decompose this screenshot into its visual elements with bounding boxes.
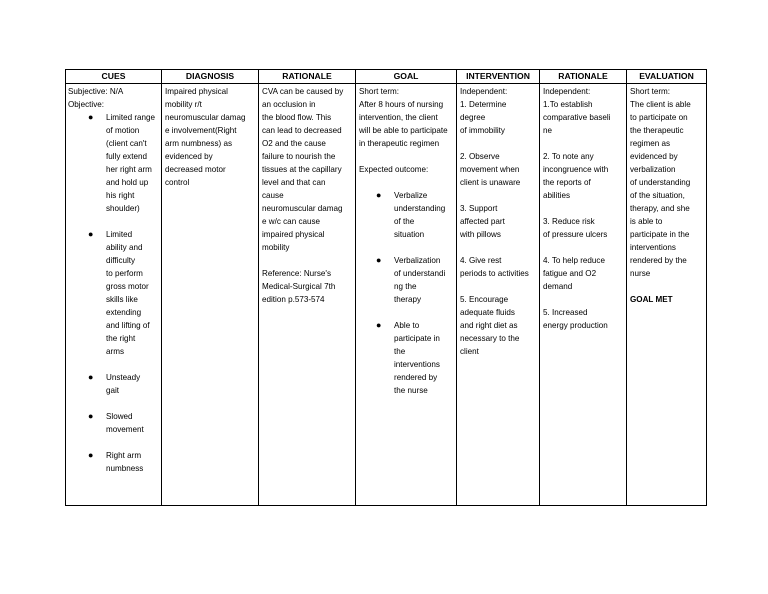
rationale-2-line: ne [543,126,553,135]
rationale-line: an occlusion in [262,100,316,109]
cue-line: Unsteady [106,373,141,382]
spacer [460,137,536,150]
spacer [460,189,536,202]
nursing-care-plan-table [65,69,707,506]
intervention-line: 1. Determine [460,100,507,109]
header-rationale-2: RATIONALE [540,70,627,84]
intervention-line: 2. Observe [460,152,500,161]
rationale-line: cause [262,191,284,200]
outcome-line: Verbalization [394,256,441,265]
intervention-line: adequate fluids [460,308,515,317]
header-rationale: RATIONALE [259,70,356,84]
intervention-line: necessary to the [460,334,520,343]
outcome-item [359,254,453,306]
cue-line: Limited range [106,113,156,122]
intervention-line: 3. Support [460,204,498,213]
cue-line: and lifting of [106,321,150,330]
spacer [460,280,536,293]
independent-label: Independent: [460,87,508,96]
intervention-line: of immobility [460,126,505,135]
rationale-2-line: 5. Increased [543,308,588,317]
objective-label: Objective: [68,100,104,109]
outcome-line: the nurse [394,386,428,395]
cue-line: movement [106,425,144,434]
header-intervention: INTERVENTION [457,70,540,84]
subjective-text: Subjective: N/A [68,87,124,96]
goal-met-label: GOAL MET [630,295,673,304]
evaluation-line: to participate on [630,113,688,122]
care-plan-row [66,84,707,506]
outcome-line: situation [394,230,425,239]
intervention-line: degree [460,113,486,122]
evaluation-line: nurse [630,269,651,278]
rationale-line: can lead to decreased [262,126,342,135]
diagnosis-line: e involvement(Right [165,126,237,135]
rationale-2-line: comparative baseli [543,113,611,122]
goal-line: in therapeutic regimen [359,139,440,148]
evaluation-line: regimen as [630,139,671,148]
evaluation-cell [627,84,707,506]
rationale-line: O2 and the cause [262,139,326,148]
header-goal: GOAL [356,70,457,84]
cue-line: Limited [106,230,133,239]
header-row [66,70,707,84]
outcome-line: Able to [394,321,420,330]
cue-line: his right [106,191,135,200]
cue-line: and hold up [106,178,149,187]
rationale-2-line: of pressure ulcers [543,230,608,239]
cues-list [68,111,158,475]
rationale-2-line: 4. To help reduce [543,256,605,265]
independent-label: Independent: [543,87,591,96]
goal-line: will be able to participate [359,126,448,135]
intervention-line: periods to activities [460,269,529,278]
evaluation-line: of the situation, [630,191,685,200]
intervention-line: and right diet as [460,321,518,330]
spacer [543,241,623,254]
intervention-line: with pillows [460,230,501,239]
rationale-2-line: energy production [543,321,608,330]
intervention-line: movement when [460,165,520,174]
rationale-line: tissues at the capillary [262,165,342,174]
cue-line: Right arm [106,451,142,460]
spacer [630,280,703,293]
evaluation-line: the therapeutic [630,126,684,135]
diagnosis-line: control [165,178,190,187]
outcome-line: therapy [394,295,421,304]
rationale-cell [259,84,356,506]
spacer [543,202,623,215]
header-evaluation: EVALUATION [627,70,707,84]
diagnosis-line: decreased motor [165,165,226,174]
outcome-line: understanding [394,204,446,213]
outcome-line: ng the [394,282,417,291]
cue-item [68,449,158,475]
cue-item [68,111,158,215]
outcome-item [359,189,453,241]
goal-line: intervention, the client [359,113,438,122]
bullet-icon: ● [376,320,382,330]
bullet-icon: ● [88,450,94,460]
goal-cell [356,84,457,506]
cue-line: her right arm [106,165,152,174]
cue-line: gait [106,386,120,395]
intervention-line: client is unaware [460,178,521,187]
bullet-icon: ● [376,255,382,265]
diagnosis-line: arm numbness) as [165,139,233,148]
cue-item [68,410,158,436]
bullet-icon: ● [88,372,94,382]
cue-line: (client can't [106,139,147,148]
intervention-line: 5. Encourage [460,295,509,304]
cue-line: shoulder) [106,204,140,213]
cues-cell [66,84,162,506]
cue-line: Slowed [106,412,133,421]
spacer [359,176,453,189]
spacer [460,241,536,254]
spacer [543,293,623,306]
bullet-icon: ● [88,411,94,421]
spacer [543,137,623,150]
cue-line: gross motor [106,282,149,291]
cue-line: numbness [106,464,144,473]
outcome-line: participate in [394,334,440,343]
evaluation-line: is able to [630,217,663,226]
rationale-line: failure to nourish the [262,152,336,161]
diagnosis-line: mobility r/t [165,100,202,109]
evaluation-line: interventions [630,243,676,252]
rationale-2-line: 1.To establish [543,100,593,109]
bullet-icon: ● [88,112,94,122]
outcome-item [359,319,453,397]
cue-line: skills like [106,295,138,304]
rationale-line: CVA can be caused by [262,87,344,96]
evaluation-line: therapy, and she [630,204,690,213]
short-term-label: Short term: [630,87,671,96]
rationale-line: neuromuscular damag [262,204,343,213]
reference-line: edition p.573-574 [262,295,325,304]
diagnosis-line: neuromuscular damag [165,113,246,122]
cue-line: of motion [106,126,140,135]
cue-line: the right [106,334,136,343]
evaluation-line: The client is able [630,100,691,109]
evaluation-line: verbalization [630,165,676,174]
evaluation-line: rendered by the [630,256,687,265]
diagnosis-cell [162,84,259,506]
cue-line: extending [106,308,142,317]
expected-outcome-label: Expected outcome: [359,165,429,174]
bullet-icon: ● [88,229,94,239]
short-term-label: Short term: [359,87,400,96]
outcome-line: interventions [394,360,440,369]
intervention-cell [457,84,540,506]
rationale-2-line: 3. Reduce risk [543,217,595,226]
spacer [359,150,453,163]
cue-item [68,371,158,397]
evaluation-line: evidenced by [630,152,678,161]
outcome-line: Verbalize [394,191,428,200]
intervention-line: client [460,347,479,356]
diagnosis-line: Impaired physical [165,87,228,96]
intervention-line: 4. Give rest [460,256,502,265]
diagnosis-line: evidenced by [165,152,213,161]
reference-line: Medical-Surgical 7th [262,282,336,291]
goal-line: After 8 hours of nursing [359,100,444,109]
rationale-2-line: incongruence with [543,165,609,174]
cue-line: fully extend [106,152,147,161]
cue-item [68,228,158,358]
rationale-2-line: abilities [543,191,570,200]
rationale-line: mobility [262,243,290,252]
intervention-line: affected part [460,217,505,226]
rationale-2-line: 2. To note any [543,152,594,161]
cue-line: ability and [106,243,143,252]
outcome-line: of the [394,217,415,226]
rationale-line: impaired physical [262,230,325,239]
cue-line: to perform [106,269,143,278]
evaluation-line: participate in the [630,230,690,239]
rationale-line: level and that can [262,178,326,187]
rationale-line: the blood flow. This [262,113,332,122]
evaluation-line: of understanding [630,178,691,187]
cue-line: difficulty [106,256,136,265]
outcome-list [359,189,453,397]
spacer [262,254,352,267]
header-cues: CUES [66,70,162,84]
outcome-line: rendered by [394,373,438,382]
header-diagnosis: DIAGNOSIS [162,70,259,84]
outcome-line: of understandi [394,269,446,278]
rationale-2-line: the reports of [543,178,591,187]
reference-line: Reference: Nurse's [262,269,332,278]
bullet-icon: ● [376,190,382,200]
rationale-2-line: fatigue and O2 [543,269,597,278]
rationale-2-cell [540,84,627,506]
cue-line: arms [106,347,124,356]
rationale-2-line: demand [543,282,573,291]
rationale-line: e w/c can cause [262,217,321,226]
outcome-line: the [394,347,406,356]
